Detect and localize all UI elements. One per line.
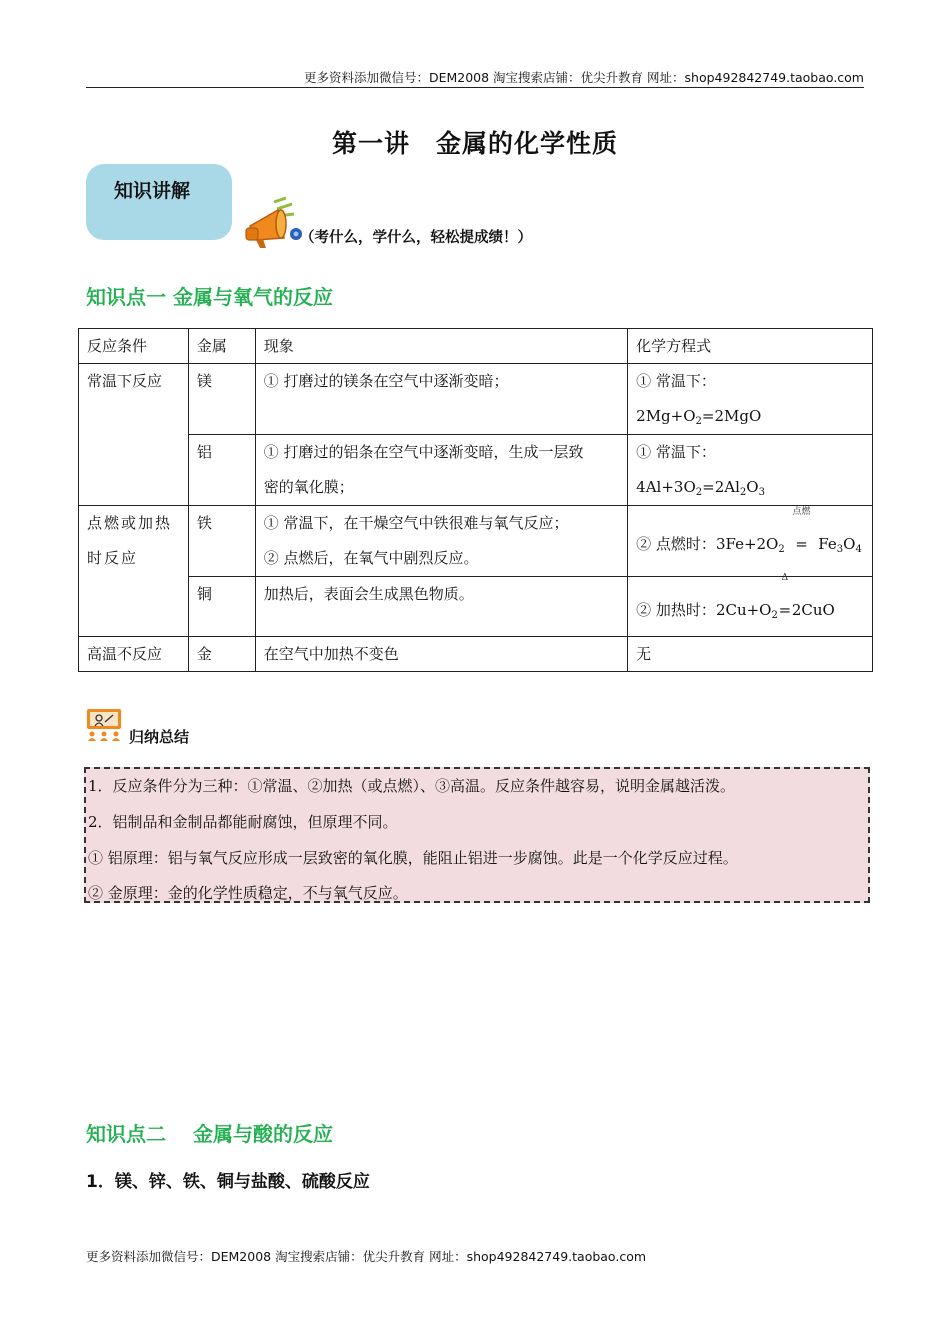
table-row bbox=[79, 435, 873, 506]
slogan: （考什么，学什么，轻松提成绩！） bbox=[300, 230, 532, 246]
section-2-title: 知识点二 金属与酸的反应 bbox=[86, 1122, 333, 1146]
reaction-condition-ignite: 点燃 = bbox=[792, 506, 811, 553]
table-row bbox=[79, 506, 873, 577]
condition-normal: 常温下反应 bbox=[79, 364, 189, 506]
phenomenon-au: 在空气中加热不变色 bbox=[255, 637, 627, 672]
header-equation: 化学方程式 bbox=[628, 329, 873, 364]
megaphone-icon bbox=[244, 196, 306, 250]
header-rule bbox=[86, 87, 864, 88]
table-header-row bbox=[79, 329, 873, 364]
equation-al-formula: $4Al+3O_2=2Al_2O_3$ bbox=[636, 478, 765, 498]
metal-fe: 铁 bbox=[188, 506, 255, 577]
equation-mg-formula: $2Mg+O_2=2MgO$ bbox=[636, 407, 762, 427]
knowledge-badge bbox=[86, 164, 232, 240]
summary-box bbox=[84, 767, 870, 903]
equation-fe: ② 点燃时：$3Fe+2O_2$ 点燃 = $Fe_3O_4$ bbox=[628, 506, 873, 577]
summary-line: 2．铝制品和金制品都能耐腐蚀，但原理不同。 bbox=[88, 813, 398, 831]
table-row bbox=[79, 637, 873, 672]
header-phenomenon: 现象 bbox=[255, 329, 627, 364]
section-1-title: 知识点一 金属与氧气的反应 bbox=[86, 285, 333, 309]
condition-heat: 点燃或加热时反应 bbox=[79, 506, 189, 637]
phenomenon-fe: ① 常温下，在干燥空气中铁很难与氧气反应； ② 点燃后，在氧气中剧烈反应。 bbox=[255, 506, 627, 577]
phenomenon-al: ① 打磨过的铝条在空气中逐渐变暗，生成一层致 密的氧化膜； bbox=[255, 435, 627, 506]
phenomenon-mg: ① 打磨过的镁条在空气中逐渐变暗； bbox=[255, 364, 627, 435]
metal-al: 铝 bbox=[188, 435, 255, 506]
equation-al bbox=[628, 435, 873, 506]
eq-label-al: ① 常温下： bbox=[636, 443, 716, 461]
summary-line: ① 铝原理：铝与氧气反应形成一层致密的氧化膜，能阻止铝进一步腐蚀。此是一个化学反应过程。 bbox=[88, 849, 738, 867]
reaction-condition-heat: Δ = bbox=[778, 573, 792, 619]
summary-label: 归纳总结 bbox=[129, 728, 190, 746]
metal-mg: 镁 bbox=[188, 364, 255, 435]
header-condition: 反应条件 bbox=[79, 329, 189, 364]
eq-label-mg: ① 常温下： bbox=[636, 372, 716, 390]
phenomenon-cu: 加热后，表面会生成黑色物质。 bbox=[255, 577, 627, 637]
reaction-table bbox=[78, 328, 873, 672]
summary-icon bbox=[86, 708, 122, 742]
condition-high: 高温不反应 bbox=[79, 637, 189, 672]
header-metal: 金属 bbox=[188, 329, 255, 364]
table-row bbox=[79, 577, 873, 637]
subsection-title: 1．镁、锌、铁、铜与盐酸、硫酸反应 bbox=[86, 1172, 370, 1192]
summary-line: 1．反应条件分为三种：①常温、②加热（或点燃）、③高温。反应条件越容易，说明金属越活泼。 bbox=[88, 777, 736, 795]
page-footer: 更多资料添加微信号：DEM2008 淘宝搜索店铺：优尖升教育 网址：shop492842749.taobao.com bbox=[86, 1249, 647, 1264]
equation-cu: ② 加热时：$2Cu+O_2$ Δ =2CuO bbox=[628, 577, 873, 637]
metal-au: 金 bbox=[188, 637, 255, 672]
equation-mg bbox=[628, 364, 873, 435]
badge-label: 知识讲解 bbox=[114, 180, 191, 202]
page-header: 更多资料添加微信号：DEM2008 淘宝搜索店铺：优尖升教育 网址：shop492842749.taobao.com bbox=[303, 70, 864, 85]
equation-au: 无 bbox=[628, 637, 873, 672]
summary-line: ② 金原理：金的化学性质稳定，不与氧气反应。 bbox=[88, 884, 408, 902]
table-row bbox=[79, 364, 873, 435]
page-title: 第一讲 金属的化学性质 bbox=[331, 129, 618, 158]
metal-cu: 铜 bbox=[188, 577, 255, 637]
